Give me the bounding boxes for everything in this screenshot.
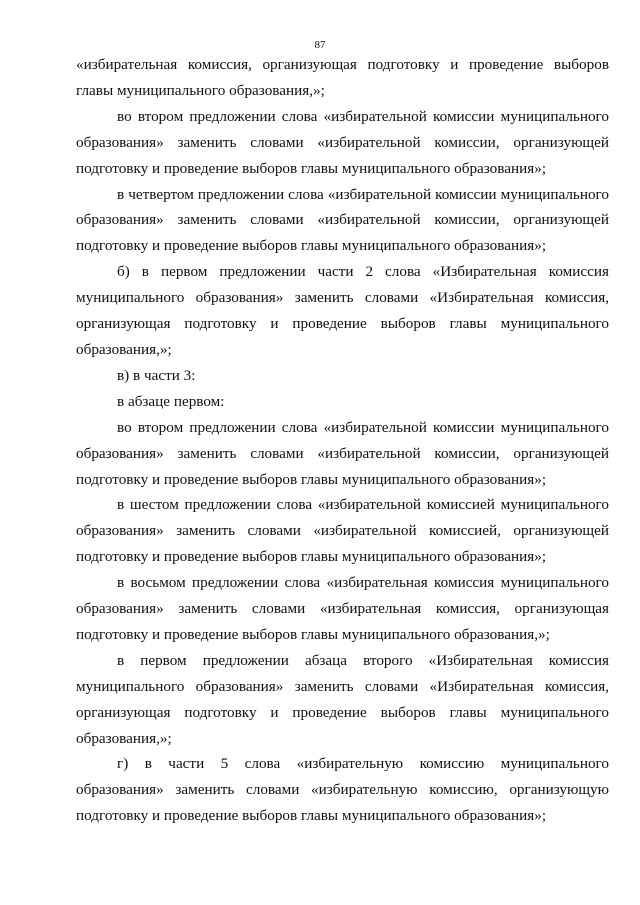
paragraph-item-g: г) в части 5 слова «избирательную комиссию муниципального образования» заменить словами «избирательную комиссию, организующую подготовку и проведение выборов главы муниципального образования»; [76, 755, 609, 825]
paragraph-sixth-sentence: в шестом предложении слова «избирательной комиссией муниципального образования» заменить словами «избирательной комиссией, организующей подготовку и проведение выборов главы муниципального образования»; [76, 496, 609, 566]
paragraph-item-b: б) в первом предложении части 2 слова «Избирательная комиссия муниципального образования» заменить словами «Избирательная комиссия, организующая подготовку и проведение выборов главы муниципального образования,»; [76, 263, 609, 358]
paragraph-first-subparagraph: в абзаце первом: [117, 392, 225, 410]
paragraph-continuation: «избирательная комиссия, организующая подготовку и проведение выборов главы муниципального образования,»; [76, 56, 609, 99]
paragraph-item-v: в) в части 3: [117, 366, 196, 384]
document-body [76, 52, 609, 829]
paragraph-second-subparagraph: в первом предложении абзаца второго «Избирательная комиссия муниципального образования» заменить словами «Избирательная комиссия, организующая подготовку и проведение выборов главы муниципального образования,»; [76, 651, 609, 747]
page-number: 87 [314, 39, 326, 51]
paragraph-fourth-sentence: в четвертом предложении слова «избирательной комиссии муниципального образования» заменить словами «избирательной комиссии, организующей подготовку и проведение выборов главы муниципального образования»; [76, 185, 609, 255]
paragraph-second-sentence-part3: во втором предложении слова «избирательной комиссии муниципального образования» заменить словами «избирательной комиссии, организующей подготовку и проведение выборов главы муниципального образования»; [76, 418, 609, 488]
paragraph-eighth-sentence: в восьмом предложении слова «избирательная комиссия муниципального образования» заменить словами «избирательная комиссия, организующая подготовку и проведение выборов главы муниципального образования,»; [76, 574, 609, 643]
paragraph-second-sentence: во втором предложении слова «избирательной комиссии муниципального образования» заменить словами «избирательной комиссии, организующей подготовку и проведение выборов главы муниципального образования»; [76, 107, 609, 177]
